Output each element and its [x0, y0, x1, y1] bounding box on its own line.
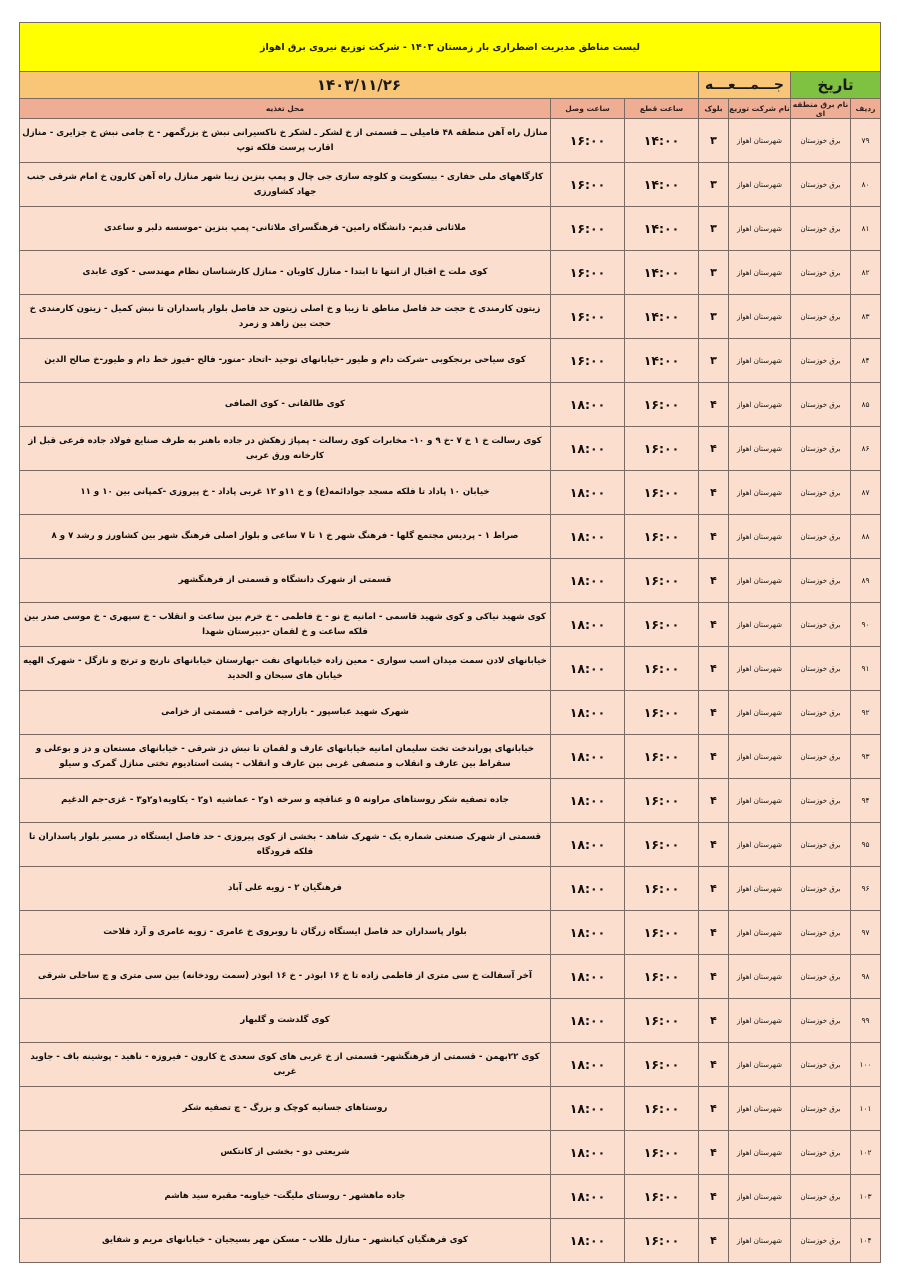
table-row	[19, 735, 880, 779]
table-row	[19, 383, 880, 427]
cell-company: شهرستان اهواز	[729, 207, 791, 251]
cell-radif: ۹۵	[851, 823, 881, 867]
cell-off-time: ۱۴:۰۰	[625, 251, 699, 295]
table-row	[19, 339, 880, 383]
cell-place: کوی رسالت خ ۱ خ ۷ -خ ۹ و ۱۰- مخابرات کوی رسالت - پمپاژ زهکش در جاده باهنر به طرف صنایع فولاد جاده فرعی قبل از کارخانه ورق عربی	[19, 427, 550, 471]
table-row	[19, 691, 880, 735]
cell-off-time: ۱۶:۰۰	[625, 559, 699, 603]
cell-radif: ۸۱	[851, 207, 881, 251]
cell-place: جاده تصفیه شکر روستاهای مراونه ۵ و عنافچه و سرخه ۱و۲ - عماشیه ۱و۲ - یکاویه۱و۲و۳ - غزی-جم الدغیم	[19, 779, 550, 823]
cell-place: کوی شهید نیاکی و کوی شهید قاسمی - امانیه خ نو - خ فاطمی - خ خرم بین ساعت و انقلاب - خ سپهری - خ موسی صدر بین فلکه ساعت و خ لقمان -دبیرستان شهدا	[19, 603, 550, 647]
cell-radif: ۹۷	[851, 911, 881, 955]
cell-radif: ۸۴	[851, 339, 881, 383]
cell-block: ۴	[699, 867, 729, 911]
cell-radif: ۸۲	[851, 251, 881, 295]
cell-company: شهرستان اهواز	[729, 163, 791, 207]
cell-block: ۴	[699, 559, 729, 603]
cell-on-time: ۱۸:۰۰	[551, 955, 625, 999]
cell-radif: ۱۰۱	[851, 1087, 881, 1131]
cell-company: شهرستان اهواز	[729, 1219, 791, 1263]
cell-region: برق خوزستان	[791, 251, 851, 295]
outage-schedule-table	[19, 22, 881, 1263]
cell-on-time: ۱۸:۰۰	[551, 1131, 625, 1175]
table-row	[19, 471, 880, 515]
cell-radif: ۱۰۰	[851, 1043, 881, 1087]
cell-radif: ۸۶	[851, 427, 881, 471]
cell-region: برق خوزستان	[791, 471, 851, 515]
cell-region: برق خوزستان	[791, 515, 851, 559]
cell-region: برق خوزستان	[791, 427, 851, 471]
cell-company: شهرستان اهواز	[729, 339, 791, 383]
table-row	[19, 207, 880, 251]
cell-radif: ۷۹	[851, 119, 881, 163]
cell-place: بلوار پاسداران حد فاصل ایستگاه زرگان تا روبروی خ عامری - زویه عامری و آرد فلاحت	[19, 911, 550, 955]
cell-block: ۴	[699, 823, 729, 867]
cell-radif: ۸۵	[851, 383, 881, 427]
table-row	[19, 999, 880, 1043]
table-row	[19, 1175, 880, 1219]
cell-off-time: ۱۴:۰۰	[625, 119, 699, 163]
cell-off-time: ۱۴:۰۰	[625, 163, 699, 207]
cell-company: شهرستان اهواز	[729, 867, 791, 911]
cell-place: خیابانهای پوراندخت تخت سلیمان امانیه خیابانهای عارف و لقمان تا نبش دز شرقی - خیابانهای مستعان و دز و بوعلی و سقراط بین عارف و انقلاب و منصفی غربی بین عارف و انقلاب - پشت استادیوم تختی منازل گمرک و سیلو	[19, 735, 550, 779]
cell-company: شهرستان اهواز	[729, 515, 791, 559]
cell-company: شهرستان اهواز	[729, 559, 791, 603]
cell-on-time: ۱۸:۰۰	[551, 1219, 625, 1263]
cell-block: ۳	[699, 119, 729, 163]
cell-block: ۳	[699, 295, 729, 339]
table-row	[19, 779, 880, 823]
cell-on-time: ۱۸:۰۰	[551, 867, 625, 911]
cell-place: کوی فرهنگیان کیانشهر - منازل طلاب - مسکن مهر بسیجیان - خیابانهای مریم و شفایق	[19, 1219, 550, 1263]
cell-company: شهرستان اهواز	[729, 955, 791, 999]
cell-place: کوی طالقانی - کوی الصافی	[19, 383, 550, 427]
cell-block: ۴	[699, 691, 729, 735]
cell-company: شهرستان اهواز	[729, 471, 791, 515]
column-header-off: ساعت قطع	[625, 99, 699, 119]
cell-off-time: ۱۶:۰۰	[625, 779, 699, 823]
cell-company: شهرستان اهواز	[729, 735, 791, 779]
cell-place: خیابان ۱۰ پاداد تا فلکه مسجد جوادائمه(ع) و خ ۱۱و ۱۲ غربی پاداد - خ پیروزی -کمپانی بین ۱۰ و ۱۱	[19, 471, 550, 515]
cell-company: شهرستان اهواز	[729, 1175, 791, 1219]
cell-on-time: ۱۸:۰۰	[551, 471, 625, 515]
table-row	[19, 119, 880, 163]
cell-radif: ۱۰۴	[851, 1219, 881, 1263]
cell-company: شهرستان اهواز	[729, 1087, 791, 1131]
cell-off-time: ۱۶:۰۰	[625, 823, 699, 867]
cell-off-time: ۱۶:۰۰	[625, 471, 699, 515]
cell-on-time: ۱۸:۰۰	[551, 1043, 625, 1087]
cell-company: شهرستان اهواز	[729, 823, 791, 867]
table-row	[19, 1219, 880, 1263]
cell-block: ۳	[699, 251, 729, 295]
table-row	[19, 1087, 880, 1131]
table-body	[19, 119, 880, 1263]
cell-radif: ۸۷	[851, 471, 881, 515]
cell-company: شهرستان اهواز	[729, 691, 791, 735]
cell-region: برق خوزستان	[791, 559, 851, 603]
cell-company: شهرستان اهواز	[729, 383, 791, 427]
cell-company: شهرستان اهواز	[729, 427, 791, 471]
cell-company: شهرستان اهواز	[729, 1131, 791, 1175]
cell-place: قسمتی از شهرک دانشگاه و قسمتی از فرهنگشهر	[19, 559, 550, 603]
table-row	[19, 427, 880, 471]
cell-on-time: ۱۸:۰۰	[551, 559, 625, 603]
cell-on-time: ۱۸:۰۰	[551, 911, 625, 955]
cell-block: ۳	[699, 339, 729, 383]
cell-on-time: ۱۸:۰۰	[551, 823, 625, 867]
date-value: ۱۴۰۳/۱۱/۲۶	[19, 72, 698, 99]
cell-off-time: ۱۶:۰۰	[625, 1175, 699, 1219]
cell-company: شهرستان اهواز	[729, 119, 791, 163]
cell-radif: ۹۲	[851, 691, 881, 735]
cell-block: ۳	[699, 207, 729, 251]
cell-radif: ۸۹	[851, 559, 881, 603]
cell-radif: ۹۱	[851, 647, 881, 691]
cell-place: شریعتی دو - بخشی از کانتکس	[19, 1131, 550, 1175]
cell-off-time: ۱۶:۰۰	[625, 383, 699, 427]
cell-block: ۴	[699, 1175, 729, 1219]
table-header-group	[19, 23, 880, 99]
cell-region: برق خوزستان	[791, 691, 851, 735]
cell-radif: ۹۹	[851, 999, 881, 1043]
table-row	[19, 955, 880, 999]
cell-region: برق خوزستان	[791, 1175, 851, 1219]
cell-off-time: ۱۶:۰۰	[625, 955, 699, 999]
cell-place: کوی ۲۲بهمن - قسمتی از فرهنگشهر- قسمتی از خ غربی های کوی سعدی خ کارون - فیروزه - ناهید - پوشینه باف - جاوید غربی	[19, 1043, 550, 1087]
cell-block: ۴	[699, 603, 729, 647]
cell-off-time: ۱۶:۰۰	[625, 735, 699, 779]
cell-on-time: ۱۶:۰۰	[551, 207, 625, 251]
cell-radif: ۹۸	[851, 955, 881, 999]
cell-place: منازل راه آهن منطقه ۴۸ فامیلی ــ قسمتی از خ لشکر ـ لشکر خ ناکسیرانی نبش خ بزرگمهر - خ جامی نبش خ جزایری - منازل اقارب پرست فلکه توپ	[19, 119, 550, 163]
cell-place: خیابانهای لادن سمت میدان اسب سواری - معین زاده خیابانهای نفت -بهارستان خیابانهای نارنج و ترنج و نازگل - شهرک الهیه خیابان های سبحان و الحدید	[19, 647, 550, 691]
cell-on-time: ۱۸:۰۰	[551, 1175, 625, 1219]
cell-region: برق خوزستان	[791, 999, 851, 1043]
cell-place: کوی ملت خ اقبال از انتها تا ابتدا - منازل کاویان - منازل کارشناسان نظام مهندسی - کوی عابدی	[19, 251, 550, 295]
cell-region: برق خوزستان	[791, 119, 851, 163]
cell-block: ۴	[699, 383, 729, 427]
cell-off-time: ۱۶:۰۰	[625, 1219, 699, 1263]
column-header-block: بلوک	[699, 99, 729, 119]
column-header-radif: ردیف	[851, 99, 881, 119]
cell-place: آخر آسفالت خ سی متری از فاطمی زاده تا خ ۱۶ ابوذر - خ ۱۶ ابوذر (سمت رودخانه) بین سی متری و چ ساحلی شرقی	[19, 955, 550, 999]
cell-on-time: ۱۸:۰۰	[551, 691, 625, 735]
cell-place: ملاثانی قدیم- دانشگاه رامین- فرهنگسرای ملاثانی- پمپ بنزین -موسسه دلبر و ساعدی	[19, 207, 550, 251]
column-header-on: ساعت وصل	[551, 99, 625, 119]
cell-radif: ۹۳	[851, 735, 881, 779]
table-row	[19, 515, 880, 559]
cell-off-time: ۱۶:۰۰	[625, 427, 699, 471]
cell-off-time: ۱۶:۰۰	[625, 1087, 699, 1131]
cell-off-time: ۱۶:۰۰	[625, 1131, 699, 1175]
title-banner-row	[19, 23, 880, 72]
cell-company: شهرستان اهواز	[729, 251, 791, 295]
table-row	[19, 163, 880, 207]
cell-off-time: ۱۶:۰۰	[625, 911, 699, 955]
table-row	[19, 647, 880, 691]
cell-on-time: ۱۸:۰۰	[551, 647, 625, 691]
cell-radif: ۸۸	[851, 515, 881, 559]
cell-place: کوی سیاحی برنجکوبی -شرکت دام و طیور -خیابانهای توحید -اتحاد -منور- فالح -فیوز خط دام و طیور-خ صالح الدین	[19, 339, 550, 383]
cell-off-time: ۱۶:۰۰	[625, 647, 699, 691]
cell-region: برق خوزستان	[791, 1087, 851, 1131]
column-header-company: نام شرکت توزیع	[729, 99, 791, 119]
cell-block: ۴	[699, 1087, 729, 1131]
cell-place: فرهنگیان ۲ - زویه علی آباد	[19, 867, 550, 911]
cell-block: ۴	[699, 735, 729, 779]
cell-company: شهرستان اهواز	[729, 999, 791, 1043]
cell-radif: ۹۴	[851, 779, 881, 823]
cell-company: شهرستان اهواز	[729, 911, 791, 955]
cell-company: شهرستان اهواز	[729, 295, 791, 339]
cell-block: ۴	[699, 471, 729, 515]
cell-off-time: ۱۶:۰۰	[625, 515, 699, 559]
cell-on-time: ۱۸:۰۰	[551, 515, 625, 559]
cell-off-time: ۱۶:۰۰	[625, 999, 699, 1043]
cell-on-time: ۱۶:۰۰	[551, 339, 625, 383]
cell-on-time: ۱۶:۰۰	[551, 295, 625, 339]
cell-region: برق خوزستان	[791, 1131, 851, 1175]
cell-on-time: ۱۶:۰۰	[551, 251, 625, 295]
cell-company: شهرستان اهواز	[729, 647, 791, 691]
cell-off-time: ۱۴:۰۰	[625, 339, 699, 383]
cell-region: برق خوزستان	[791, 647, 851, 691]
cell-region: برق خوزستان	[791, 603, 851, 647]
column-header-region: نام برق منطقه ای	[791, 99, 851, 119]
date-label: تاریخ	[791, 72, 881, 99]
cell-on-time: ۱۸:۰۰	[551, 603, 625, 647]
cell-off-time: ۱۶:۰۰	[625, 867, 699, 911]
cell-off-time: ۱۶:۰۰	[625, 1043, 699, 1087]
cell-place: روستاهای جسانیه کوچک و بزرگ - چ تصفیه شکر	[19, 1087, 550, 1131]
cell-block: ۴	[699, 515, 729, 559]
cell-region: برق خوزستان	[791, 779, 851, 823]
cell-radif: ۸۳	[851, 295, 881, 339]
cell-on-time: ۱۶:۰۰	[551, 163, 625, 207]
cell-on-time: ۱۸:۰۰	[551, 735, 625, 779]
cell-place: کوی گلدشت و گلبهار	[19, 999, 550, 1043]
cell-region: برق خوزستان	[791, 823, 851, 867]
cell-region: برق خوزستان	[791, 735, 851, 779]
cell-block: ۴	[699, 647, 729, 691]
cell-place: کارگاههای ملی حفاری - بیسکویت و کلوچه سازی جی چال و پمپ بنزین زیبا شهر منازل راه آهن کارون خ امام شرقی جنب جهاد کشاورزی	[19, 163, 550, 207]
cell-place: زیتون کارمندی خ حجت حد فاصل مناطق تا زیبا و خ اصلی زیتون حد فاصل بلوار پاسداران تا نبش کمیل - زیتون کارمندی خ حجت بین زاهد و زمرد	[19, 295, 550, 339]
table-row	[19, 867, 880, 911]
cell-block: ۴	[699, 1219, 729, 1263]
table-row	[19, 823, 880, 867]
table-row	[19, 911, 880, 955]
cell-block: ۴	[699, 1043, 729, 1087]
cell-off-time: ۱۶:۰۰	[625, 603, 699, 647]
column-header-place: محل تغذیه	[19, 99, 550, 119]
table-row	[19, 251, 880, 295]
cell-company: شهرستان اهواز	[729, 603, 791, 647]
cell-radif: ۱۰۲	[851, 1131, 881, 1175]
table-row	[19, 1043, 880, 1087]
cell-radif: ۹۰	[851, 603, 881, 647]
cell-place: جاده ماهشهر - روستای ملیگت- خیاویه- مقبره سید هاشم	[19, 1175, 550, 1219]
date-row	[19, 72, 880, 99]
cell-company: شهرستان اهواز	[729, 779, 791, 823]
cell-block: ۴	[699, 779, 729, 823]
date-weekday: جـــمـــعـــه	[699, 72, 791, 99]
document-title: لیست مناطق مدیریت اضطراری بار زمستان ۱۴۰۳ - شرکت توزیع نیروی برق اهواز	[19, 23, 880, 72]
cell-radif: ۱۰۳	[851, 1175, 881, 1219]
cell-on-time: ۱۸:۰۰	[551, 383, 625, 427]
cell-region: برق خوزستان	[791, 867, 851, 911]
cell-block: ۴	[699, 1131, 729, 1175]
cell-region: برق خوزستان	[791, 163, 851, 207]
cell-region: برق خوزستان	[791, 383, 851, 427]
cell-off-time: ۱۴:۰۰	[625, 207, 699, 251]
cell-on-time: ۱۸:۰۰	[551, 1087, 625, 1131]
cell-region: برق خوزستان	[791, 339, 851, 383]
cell-radif: ۸۰	[851, 163, 881, 207]
cell-place: صراط ۱ - پردیس مجتمع گلها - فرهنگ شهر خ ۱ تا ۷ ساعی و بلوار اصلی فرهنگ شهر بین کشاورز و رشد ۷ و ۸	[19, 515, 550, 559]
cell-on-time: ۱۶:۰۰	[551, 119, 625, 163]
table-row	[19, 559, 880, 603]
cell-on-time: ۱۸:۰۰	[551, 427, 625, 471]
cell-off-time: ۱۶:۰۰	[625, 691, 699, 735]
cell-region: برق خوزستان	[791, 295, 851, 339]
cell-on-time: ۱۸:۰۰	[551, 779, 625, 823]
cell-on-time: ۱۸:۰۰	[551, 999, 625, 1043]
cell-region: برق خوزستان	[791, 911, 851, 955]
cell-off-time: ۱۴:۰۰	[625, 295, 699, 339]
cell-radif: ۹۶	[851, 867, 881, 911]
cell-block: ۴	[699, 999, 729, 1043]
column-header-row	[19, 99, 880, 119]
table-row	[19, 1131, 880, 1175]
cell-block: ۳	[699, 163, 729, 207]
cell-company: شهرستان اهواز	[729, 1043, 791, 1087]
cell-region: برق خوزستان	[791, 1043, 851, 1087]
cell-place: شهرک شهید عباسپور - بازارچه خزامی - قسمتی از خزامی	[19, 691, 550, 735]
cell-region: برق خوزستان	[791, 955, 851, 999]
cell-region: برق خوزستان	[791, 207, 851, 251]
cell-region: برق خوزستان	[791, 1219, 851, 1263]
cell-block: ۴	[699, 911, 729, 955]
cell-place: قسمتی از شهرک صنعتی شماره یک - شهرک شاهد - بخشی از کوی پیروزی - حد فاصل ایستگاه در مسیر بلوار پاسداران تا فلکه فرودگاه	[19, 823, 550, 867]
table-row	[19, 295, 880, 339]
table-row	[19, 603, 880, 647]
cell-block: ۴	[699, 427, 729, 471]
cell-block: ۴	[699, 955, 729, 999]
